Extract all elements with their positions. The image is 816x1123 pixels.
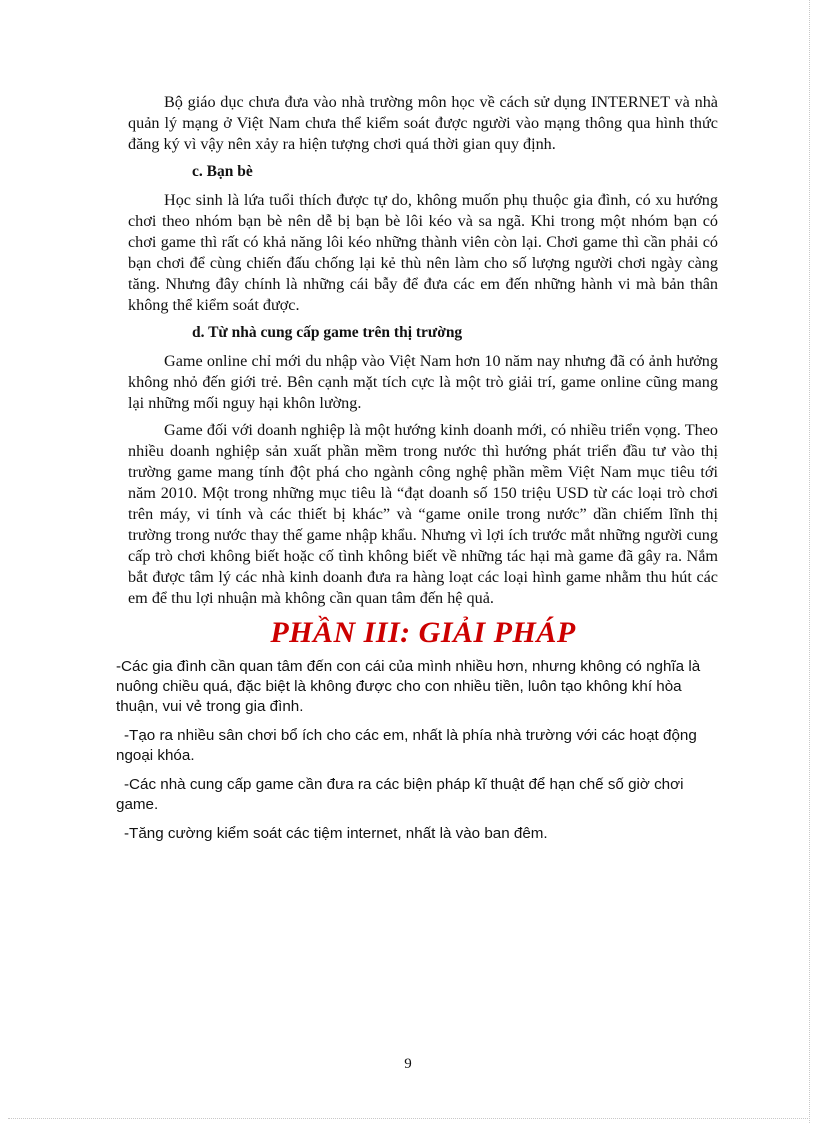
paragraph-game-online: Game online chỉ mới du nhập vào Việt Nam hơn 10 năm nay nhưng đã có ảnh hưởng không nhỏ đến giới trẻ. Bên cạnh mặt tích cực là một trò giải trí, game online cũng mang lại những mối nguy hại khôn lường. [128,352,718,412]
paragraph-business: Game đối với doanh nghiệp là một hướng kinh doanh mới, có nhiều triển vọng. Theo nhiều doanh nghiệp sản xuất phần mềm trong nước thì hướng phát triển đầu tư vào thị trường game mang tính đột phá cho ngành công nghệ phần mềm Việt Nam mục tiêu tới năm 2010. Một trong những mục tiêu là “đạt doanh số 150 triệu USD từ các loại trò chơi trên máy, vi tính và các thiết bị khác” và “game onile trong nước” dần chiếm lĩnh thị trường trong nước thay thế game nhập khẩu. Nhưng vì lợi ích trước mắt những người cung cấp trò chơi không biết hoặc cố tình không biết về những tác hại mà game đã gây ra. Nắm bắt được tâm lý các nhà kinh doanh đưa ra hàng loạt các loại hình game nhằm thu hút các em để thu lợi nhuận mà không cần quan tâm đến hệ quả. [128,421,718,607]
solution-item-playgrounds: -Tạo ra nhiều sân chơi bổ ích cho các em, nhất là phía nhà trường với các hoạt động ngoại khóa. [116,727,697,764]
solution-item-technical: -Các nhà cung cấp game cần đưa ra các biện pháp kĩ thuật để hạn chế số giờ chơi game. [116,776,684,813]
page-bottom-border [8,1118,808,1119]
part-title: PHẦN III: GIẢI PHÁP [270,616,576,649]
paragraph-friends: Học sinh là lứa tuổi thích được tự do, không muốn phụ thuộc gia đình, có xu hướng chơi theo nhóm bạn bè nên dễ bị bạn bè lôi kéo và sa ngã. Khi trong một nhóm bạn có chơi game thì rất có khả năng lôi kéo những thành viên còn lại. Chơi game thì cần phải có bạn chơi để cùng chiến đấu chống lại kẻ thù nên làm cho số lượng người chơi ngày càng tăng. Nhưng đây chính là những cái bẫy để đưa các em đến những hành vi mà bản thân không thể kiểm soát được. [128,191,718,314]
main-content [128,92,718,657]
paragraph-education: Bộ giáo dục chưa đưa vào nhà trường môn học về cách sử dụng INTERNET và nhà quản lý mạng ở Việt Nam chưa thể kiểm soát được người vào mạng thông qua hình thức đăng ký vì vậy nên xảy ra hiện tượng chơi quá thời gian quy định. [128,93,718,153]
page-right-border [809,0,810,1123]
page-number: 9 [404,1056,412,1072]
subheading-game-providers: d. Từ nhà cung cấp game trên thị trường [192,324,463,341]
solution-item-internet-cafes: -Tăng cường kiểm soát các tiệm internet, nhất là vào ban đêm. [124,825,548,842]
solution-item-family: -Các gia đình cần quan tâm đến con cái của mình nhiều hơn, nhưng không có nghĩa là nuông chiều quá, đặc biệt là không được cho con nhiều tiền, luôn tạo không khí hòa thuận, vui vẻ trong gia đình. [116,658,701,715]
subheading-friends: c. Bạn bè [192,163,253,180]
solutions-list [116,657,716,853]
